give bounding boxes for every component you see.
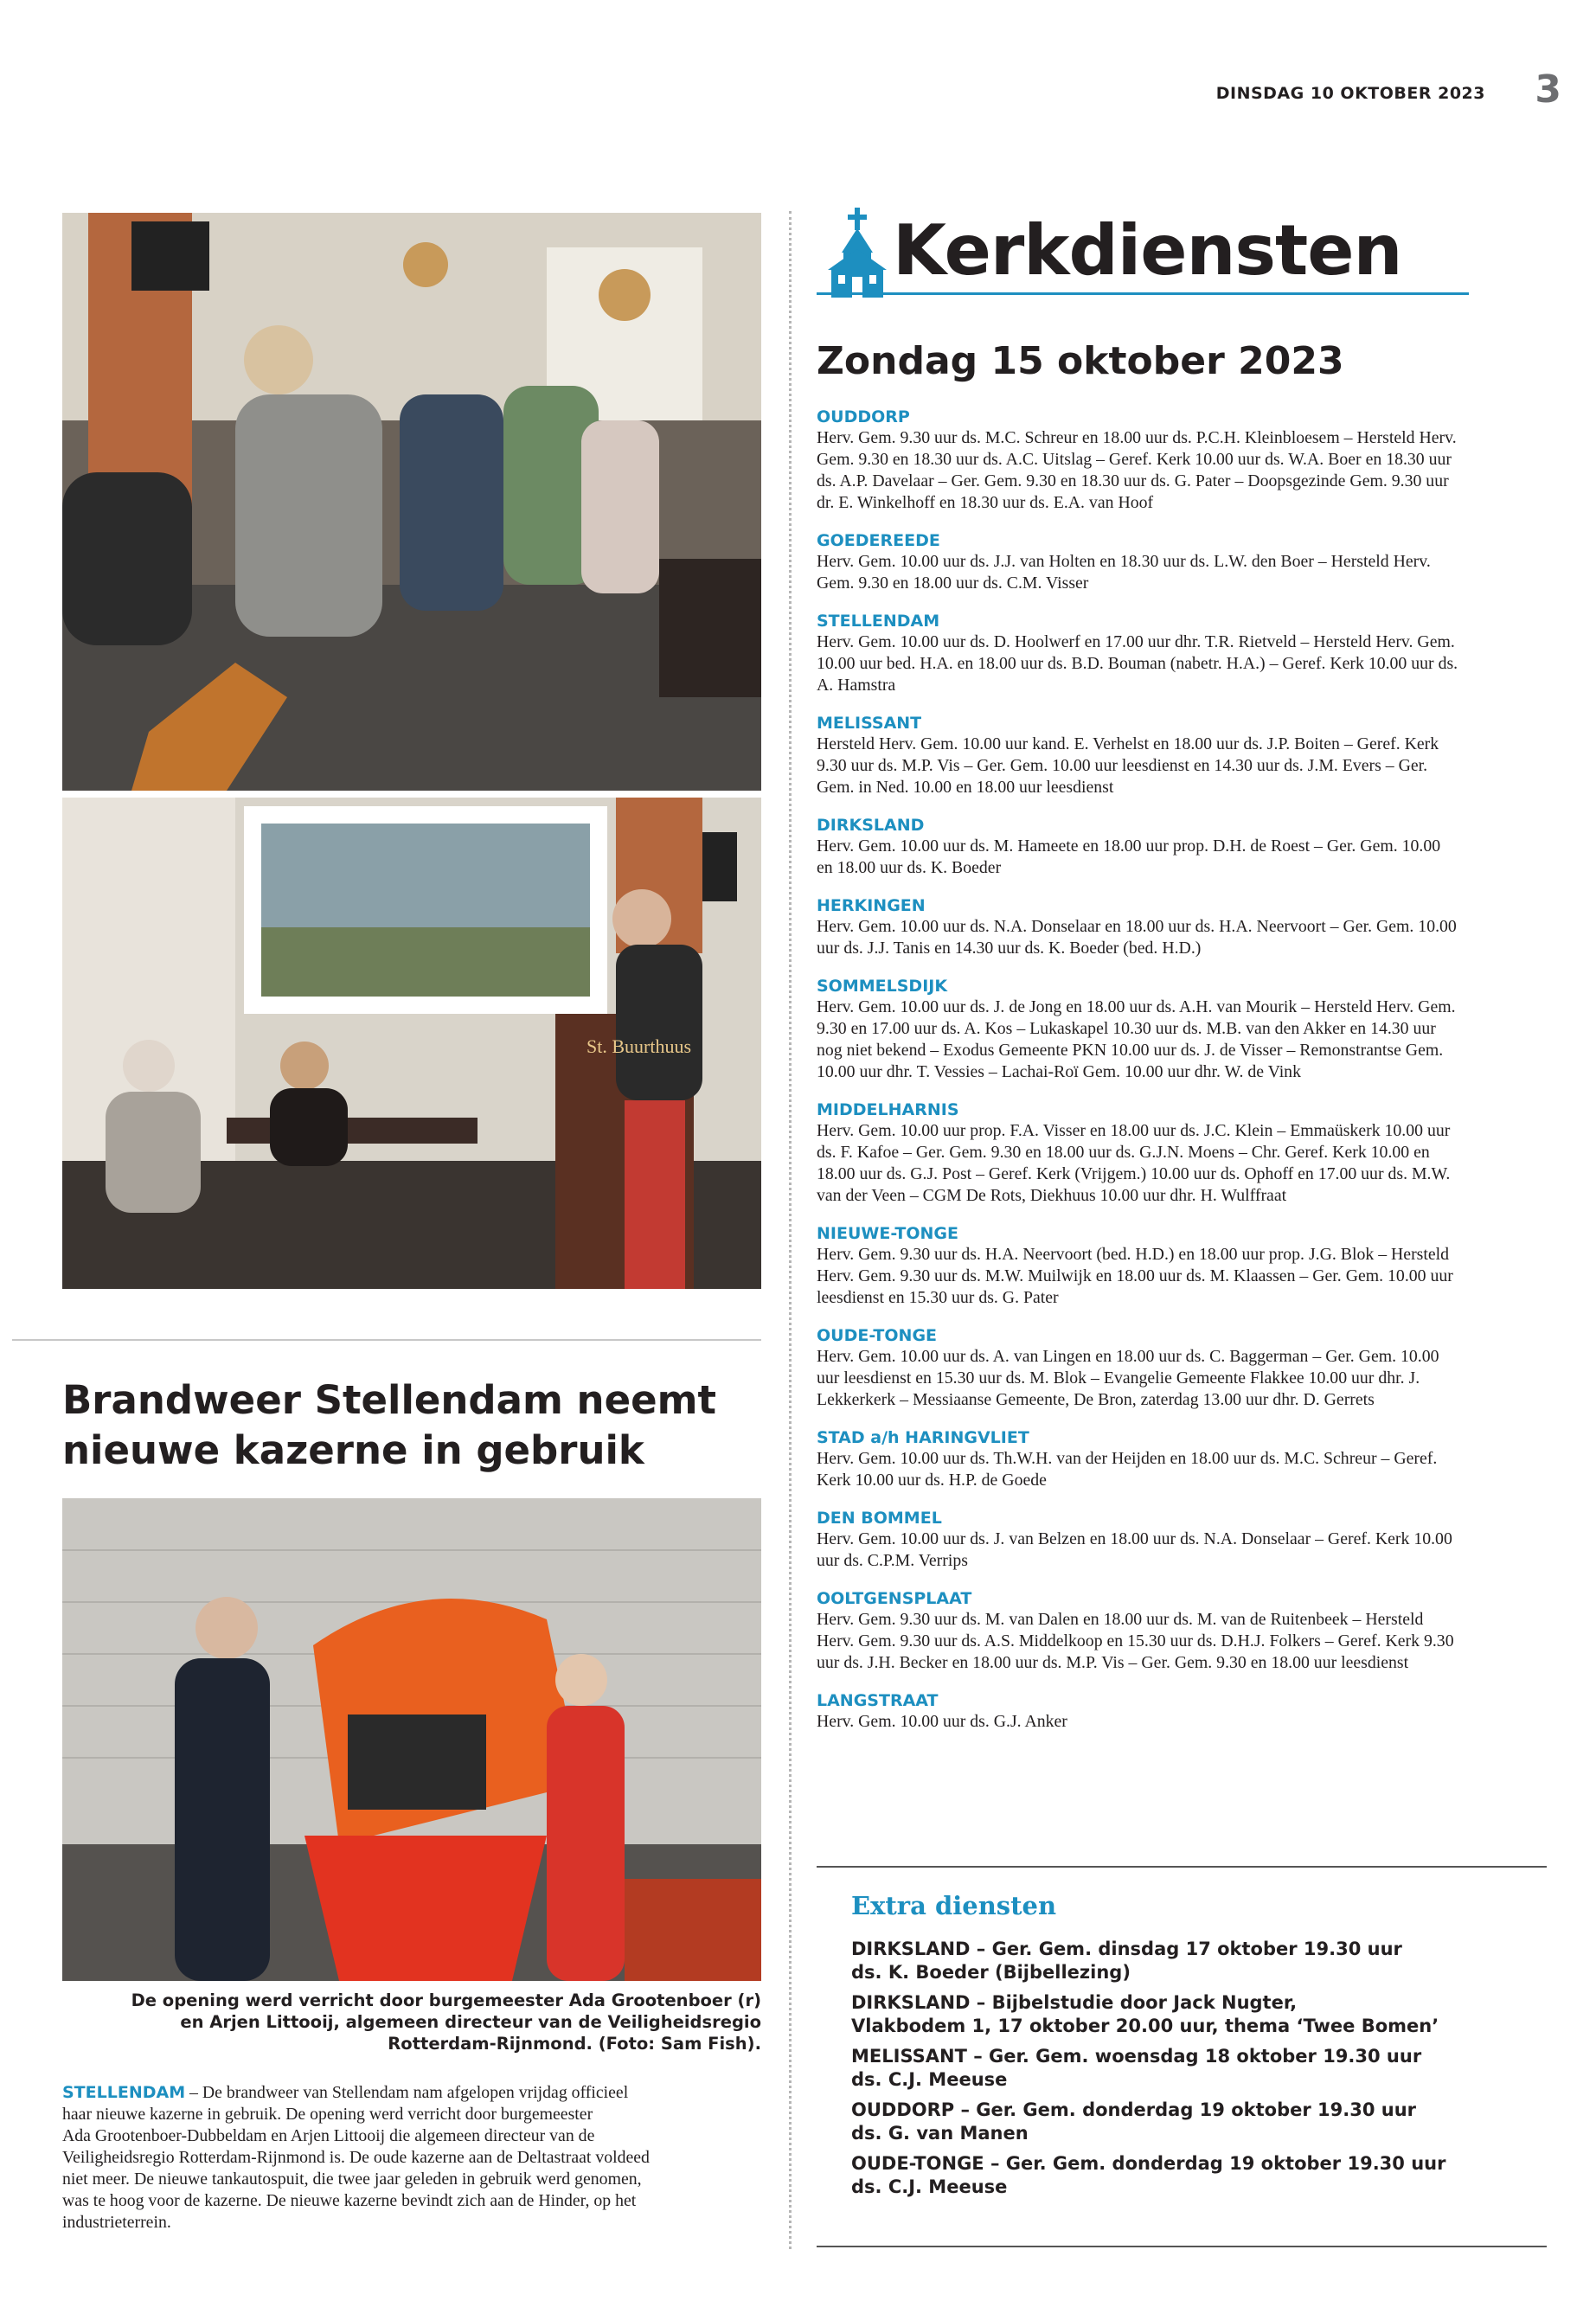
service-line: van der Veen – CGM De Rots, Diekhuus 10.00 uur dhr. H. Wulffraat (817, 1186, 1287, 1205)
service-place: SOMMELSDIJK (817, 977, 948, 996)
extra-item (851, 1991, 1543, 2038)
service-line: uur leesdienst en 15.30 uur ds. M. Blok – Evangelie Gemeente Flakkee 10.00 uur dhr. J. (817, 1368, 1420, 1388)
extra-item (851, 2045, 1543, 2092)
podium-sign: St. Buurthuus (586, 1035, 692, 1057)
article-line-1: – De brandweer van Stellendam nam afgelopen vrijdag officieel (185, 2083, 629, 2102)
service-place: MELISSANT (817, 714, 922, 733)
service-line: 18.00 uur ds. G.J. Post – Geref. Kerk (Vrijgem.) 10.00 uur ds. Ophoff en 17.00 uur ds. M.W. (817, 1164, 1451, 1183)
service-block-sommelsdijk (817, 976, 1548, 1083)
service-place: HERKINGEN (817, 896, 926, 915)
service-line: Herv. Gem. 10.00 uur ds. M. Hameete en 18.00 uur prop. D.H. de Roest – Ger. Gem. 10.00 (817, 836, 1441, 856)
extra-line: Vlakbodem 1, 17 oktober 20.00 uur, thema ‘Twee Bomen’ (851, 2016, 1439, 2036)
service-block-stellendam (817, 611, 1548, 696)
section-divider (12, 1339, 761, 1341)
extra-line: OUDE-TONGE – Ger. Gem. donderdag 19 oktober 19.30 uur (851, 2153, 1446, 2174)
article-line-2: haar nieuwe kazerne in gebruik. De opening werd verricht door burgemeester (62, 2105, 593, 2124)
service-place: NIEUWE-TONGE (817, 1224, 958, 1243)
service-place: LANGSTRAAT (817, 1691, 939, 1710)
service-line: Gem. 9.30 en 18.00 uur ds. C.M. Visser (817, 574, 1089, 593)
article-line-6: was te hoog voor de kazerne. De nieuwe kazerne bevindt zich aan de Hinder, op het (62, 2191, 637, 2210)
service-line: Herv. Gem. 10.00 uur ds. J. de Jong en 18.00 uur ds. A.H. van Mourik – Hersteld Herv. Gem. (817, 997, 1456, 1016)
service-line: Herv. Gem. 10.00 uur ds. N.A. Donselaar en 18.00 uur ds. H.A. Neervoort – Ger. Gem. 10.00 (817, 917, 1457, 936)
service-block-ooltgensplaat (817, 1588, 1548, 1674)
extra-item (851, 2099, 1543, 2145)
service-place: OUDDORP (817, 407, 910, 426)
service-place: OOLTGENSPLAAT (817, 1589, 972, 1608)
service-line: ds. A.P. Davelaar – Ger. Gem. 9.30 en 18.30 uur ds. G. Pater – Doopsgezinde Gem. 9.30 uur (817, 471, 1449, 490)
issue-date: DINSDAG 10 OKTOBER 2023 (1215, 84, 1485, 103)
service-block-stad-haringvliet (817, 1427, 1548, 1491)
service-place: OUDE-TONGE (817, 1326, 938, 1345)
extra-line: ds. G. van Manen (851, 2123, 1029, 2144)
photo-caption (62, 1990, 761, 2054)
service-place: GOEDEREEDE (817, 531, 940, 550)
service-line: nog niet bekend – Exodus Gemeente PKN 10.00 uur ds. J. de Visser – Remonstrantse Gem. (817, 1041, 1444, 1060)
date-heading: Zondag 15 oktober 2023 (817, 339, 1344, 383)
service-line: uur ds. J.J. Tanis en 14.30 uur ds. K. Boeder (bed. H.D.) (817, 939, 1202, 958)
section-title: Kerkdiensten (893, 210, 1402, 291)
service-line: Herv. Gem. 9.30 uur ds. M.C. Schreur en 18.00 uur ds. P.C.H. Kleinbloesem – Hersteld Herv. (817, 428, 1457, 447)
article-line-5: niet meer. De nieuwe tankautospuit, die twee jaar geleden in gebruik werd genomen, (62, 2170, 642, 2189)
extra-bottom-rule (817, 2246, 1547, 2247)
service-line: 9.30 uur ds. M.P. Vis – Ger. Gem. 10.00 uur leesdienst en 14.30 uur ds. J.M. Evers – Ger. (817, 756, 1428, 775)
extra-top-rule (817, 1866, 1547, 1868)
service-line: Herv. Gem. 9.30 uur ds. H.A. Neervoort (bed. H.D.) en 18.00 uur prop. J.G. Blok – Hersteld (817, 1245, 1450, 1264)
service-block-nieuwe-tonge (817, 1223, 1548, 1309)
service-line: Herv. Gem. 10.00 uur ds. J.J. van Holten en 18.30 uur ds. L.W. den Boer – Hersteld Herv. (817, 552, 1431, 571)
photo-unveiling (62, 1498, 761, 1981)
service-line: Herv. Gem. 9.30 uur ds. M.W. Muilwijk en 18.00 uur ds. M. Klaassen – Ger. Gem. 10.00 uur (817, 1266, 1453, 1285)
extra-line: DIRKSLAND – Ger. Gem. dinsdag 17 oktober 19.30 uur (851, 1939, 1402, 1959)
service-block-den-bommel (817, 1508, 1548, 1572)
extra-line: MELISSANT – Ger. Gem. woensdag 18 oktober 19.30 uur (851, 2046, 1422, 2067)
service-line: en 18.00 uur ds. K. Boeder (817, 858, 1002, 877)
service-place: STAD a/h HARINGVLIET (817, 1428, 1029, 1447)
service-place: MIDDELHARNIS (817, 1100, 959, 1119)
extra-list (851, 1938, 1543, 2199)
photo-event-crowd (62, 213, 761, 791)
extra-title: Extra diensten (851, 1891, 1057, 1920)
service-block-middelharnis (817, 1099, 1548, 1207)
extra-line: ds. C.J. Meeuse (851, 2176, 1008, 2197)
service-line: Gem. 9.30 en 18.30 uur ds. A.C. Uitslag – Geref. Kerk 10.00 uur ds. W.A. Boer en 18.30 uur (817, 450, 1452, 469)
service-line: Hersteld Herv. Gem. 10.00 uur kand. E. Verhelst en 18.00 uur ds. J.P. Boiten – Geref. Kerk (817, 734, 1439, 753)
service-block-goedereede (817, 530, 1548, 594)
page-number: 3 (1535, 67, 1561, 112)
headline-line-2: nieuwe kazerne in gebruik (62, 1427, 644, 1473)
article-headline (62, 1375, 761, 1476)
service-place: DEN BOMMEL (817, 1509, 942, 1528)
caption-line-2: en Arjen Littooij, algemeen directeur van de Veiligheidsregio (180, 2012, 761, 2032)
extra-line: ds. K. Boeder (Bijbellezing) (851, 1962, 1131, 1983)
service-line: Kerk 10.00 uur ds. H.P. de Goede (817, 1471, 1047, 1490)
service-line: A. Hamstra (817, 676, 896, 695)
service-block-herkingen (817, 895, 1548, 959)
photo-presentation (62, 798, 761, 1289)
services-list (817, 407, 1548, 1733)
article-line-3: Ada Grootenboer-Dubbeldam en Arjen Littooij die algemeen directeur van de (62, 2126, 595, 2145)
service-line: Herv. Gem. 10.00 uur ds. G.J. Anker (817, 1712, 1067, 1731)
service-line: Herv. Gem. 10.00 uur ds. D. Hoolwerf en 17.00 uur dhr. T.R. Rietveld – Hersteld Herv. Gem. (817, 632, 1455, 651)
extra-line: DIRKSLAND – Bijbelstudie door Jack Nugter, (851, 1992, 1298, 2013)
service-block-melissant (817, 713, 1548, 798)
headline-line-1: Brandweer Stellendam neemt (62, 1377, 717, 1423)
service-line: leesdienst en 15.30 uur ds. G. Pater (817, 1288, 1059, 1307)
service-block-oude-tonge (817, 1325, 1548, 1411)
service-line: 10.00 uur bed. H.A. en 18.00 uur ds. B.D. Bouman (nabetr. H.A.) – Geref. Kerk 10.00 uur ds. (817, 654, 1458, 673)
service-place: DIRKSLAND (817, 816, 925, 835)
caption-line-3: Rotterdam-Rijnmond. (Foto: Sam Fish). (388, 2034, 761, 2054)
extra-item (851, 1938, 1543, 1984)
service-line: ds. F. Kafoe – Ger. Gem. 9.30 en 18.00 uur ds. G.J.N. Moens – Chr. Geref. Kerk 10.00 en (817, 1143, 1430, 1162)
service-line: uur ds. C.P.M. Verrips (817, 1551, 968, 1570)
service-line: Herv. Gem. 10.00 uur ds. Th.W.H. van der Heijden en 18.00 uur ds. M.C. Schreur – Geref. (817, 1449, 1438, 1468)
service-line: uur ds. J.H. Becker en 18.00 uur ds. M.P. Vis – Ger. Gem. 9.30 en 18.00 uur leesdienst (817, 1653, 1409, 1672)
service-line: Herv. Gem. 9.30 uur ds. A.S. Middelkoop en 15.30 uur ds. D.H.J. Folkers – Geref. Kerk 9.30 (817, 1631, 1454, 1650)
column-divider (789, 211, 792, 2249)
service-line: Herv. Gem. 10.00 uur ds. A. van Lingen en 18.00 uur ds. C. Baggerman – Ger. Gem. 10.00 (817, 1347, 1439, 1366)
church-icon (826, 208, 888, 298)
service-line: dr. E. Winkelhoff en 18.30 uur ds. E.A. van Hoof (817, 493, 1154, 512)
extra-item (851, 2152, 1543, 2199)
extra-line: OUDDORP – Ger. Gem. donderdag 19 oktober 19.30 uur (851, 2099, 1416, 2120)
service-line: Herv. Gem. 9.30 uur ds. M. van Dalen en 18.00 uur ds. M. van de Ruitenbeek – Hersteld (817, 1610, 1424, 1629)
article-kicker: STELLENDAM (62, 2083, 186, 2102)
service-line: Gem. in Ned. 10.00 en 18.00 uur leesdienst (817, 778, 1114, 797)
service-line: 10.00 uur dhr. T. Vessies – Lachai-Roï Gem. 10.00 uur dhr. W. de Vink (817, 1062, 1301, 1081)
service-line: Lekkerkerk – Messiaanse Gemeente, De Bron, zaterdag 13.00 uur dhr. D. Gerrets (817, 1390, 1375, 1409)
article-line-4: Veiligheidsregio Rotterdam-Rijnmond is. De oude kazerne aan de Deltastraat voldeed (62, 2148, 650, 2167)
service-block-langstraat (817, 1690, 1548, 1733)
article-body (62, 2082, 763, 2234)
service-block-ouddorp (817, 407, 1548, 514)
service-line: Herv. Gem. 10.00 uur ds. J. van Belzen en 18.00 uur ds. N.A. Donselaar – Geref. Kerk 10.00 (817, 1529, 1452, 1548)
service-line: 9.30 en 17.00 uur ds. A. Kos – Lukaskapel 10.30 uur ds. M.B. van den Akker en 14.30 uur (817, 1019, 1436, 1038)
service-block-dirksland (817, 815, 1548, 879)
title-underline (817, 292, 1469, 295)
article-line-7: industrieterrein. (62, 2213, 171, 2232)
caption-line-1: De opening werd verricht door burgemeester Ada Grootenboer (r) (131, 1990, 761, 2010)
service-line: Herv. Gem. 10.00 uur prop. F.A. Visser en 18.00 uur ds. J.C. Klein – Emmaüskerk 10.00 uur (817, 1121, 1451, 1140)
extra-line: ds. C.J. Meeuse (851, 2069, 1008, 2090)
service-place: STELLENDAM (817, 612, 940, 631)
